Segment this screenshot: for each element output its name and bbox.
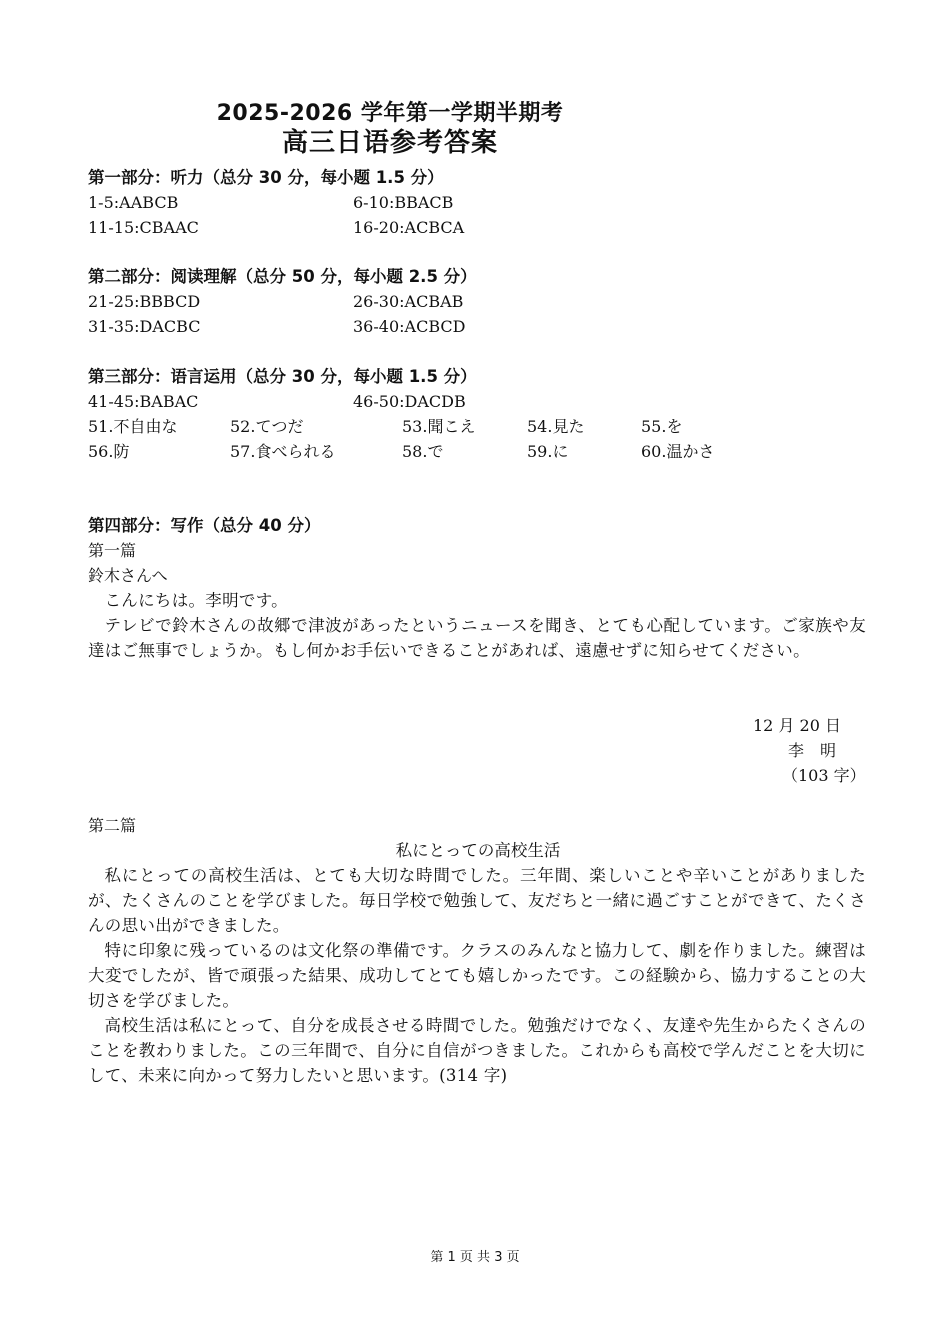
essay1-paragraph: こんにちは。李明です。	[104, 591, 288, 610]
essay2-paragraph: 特に印象に残っているのは文化祭の準備です。クラスのみんなと協力して、劇を作りました。練習は大変でしたが、皆で頑張った結果、成功してとても嬉しかったです。この経験から、協力することの大切さを学びました。	[88, 941, 866, 1010]
answer-key-title: 高三日语参考答案	[281, 128, 498, 158]
letter-date: 12 月 20 日	[753, 716, 841, 735]
part1-heading: 第一部分：听力（总分 30 分，每小题 1.5 分）	[88, 168, 444, 187]
fill-answer: 60.温かさ	[641, 442, 715, 461]
answer-range: 1-5:AABCB	[88, 193, 179, 212]
word-count: （103 字）	[782, 766, 866, 785]
answer-range: 11-15:CBAAC	[88, 218, 199, 237]
fill-answer: 52.てつだ	[230, 417, 304, 436]
fill-answer: 54.見た	[527, 417, 585, 436]
fill-answer: 55.を	[641, 417, 683, 436]
answer-range: 31-35:DACBC	[88, 317, 201, 336]
fill-answer: 56.防	[88, 442, 130, 461]
exam-title: 2025-2026 学年第一学期半期考	[216, 101, 564, 126]
part4-heading: 第四部分：写作（总分 40 分）	[88, 516, 321, 535]
answer-range: 16-20:ACBCA	[353, 218, 465, 237]
essay2-label: 第二篇	[88, 816, 137, 835]
fill-answer: 53.聞こえ	[402, 417, 476, 436]
fill-answer: 59.に	[527, 442, 569, 461]
part2-heading: 第二部分：阅读理解（总分 50 分，每小题 2.5 分）	[88, 267, 477, 286]
page-footer: 第 1 页 共 3 页	[430, 1250, 520, 1265]
answer-range: 26-30:ACBAB	[353, 292, 464, 311]
essay1-paragraph: テレビで鈴木さんの故郷で津波があったというニュースを聞き、とても心配しています。ご家族や友達はご無事でしょうか。もし何かお手伝いできることがあれば、遠慮せずに知らせてください。	[88, 616, 866, 660]
essay2-paragraph: 私にとっての高校生活は、とても大切な時間でした。三年間、楽しいことや辛いことがありましたが、たくさんのことを学びました。毎日学校で勉強して、友だちと一緒に過ごすことができて、たくさんの思い出ができました。	[88, 866, 866, 935]
answer-range: 6-10:BBACB	[353, 193, 454, 212]
essay2-title: 私にとっての高校生活	[395, 841, 561, 860]
answer-range: 46-50:DACDB	[353, 392, 466, 411]
part3-heading: 第三部分：语言运用（总分 30 分，每小题 1.5 分）	[88, 367, 477, 386]
letter-signature: 李 明	[788, 741, 837, 760]
essay1-greeting: 鈴木さんへ	[88, 566, 168, 585]
essay1-label: 第一篇	[88, 541, 137, 560]
essay2-paragraph: 高校生活は私にとって、自分を成長させる時間でした。勉強だけでなく、友達や先生からたくさんのことを教わりました。この三年間で、自分に自信がつきました。これからも高校で学んだことを大切にして、未来に向かって努力したいと思います。(314 字)	[88, 1016, 866, 1085]
fill-answer: 58.で	[402, 442, 444, 461]
fill-answer: 51.不自由な	[88, 417, 178, 436]
answer-range: 21-25:BBBCD	[88, 292, 201, 311]
answer-range: 36-40:ACBCD	[353, 317, 466, 336]
fill-answer: 57.食べられる	[230, 442, 336, 461]
answer-range: 41-45:BABAC	[88, 392, 199, 411]
